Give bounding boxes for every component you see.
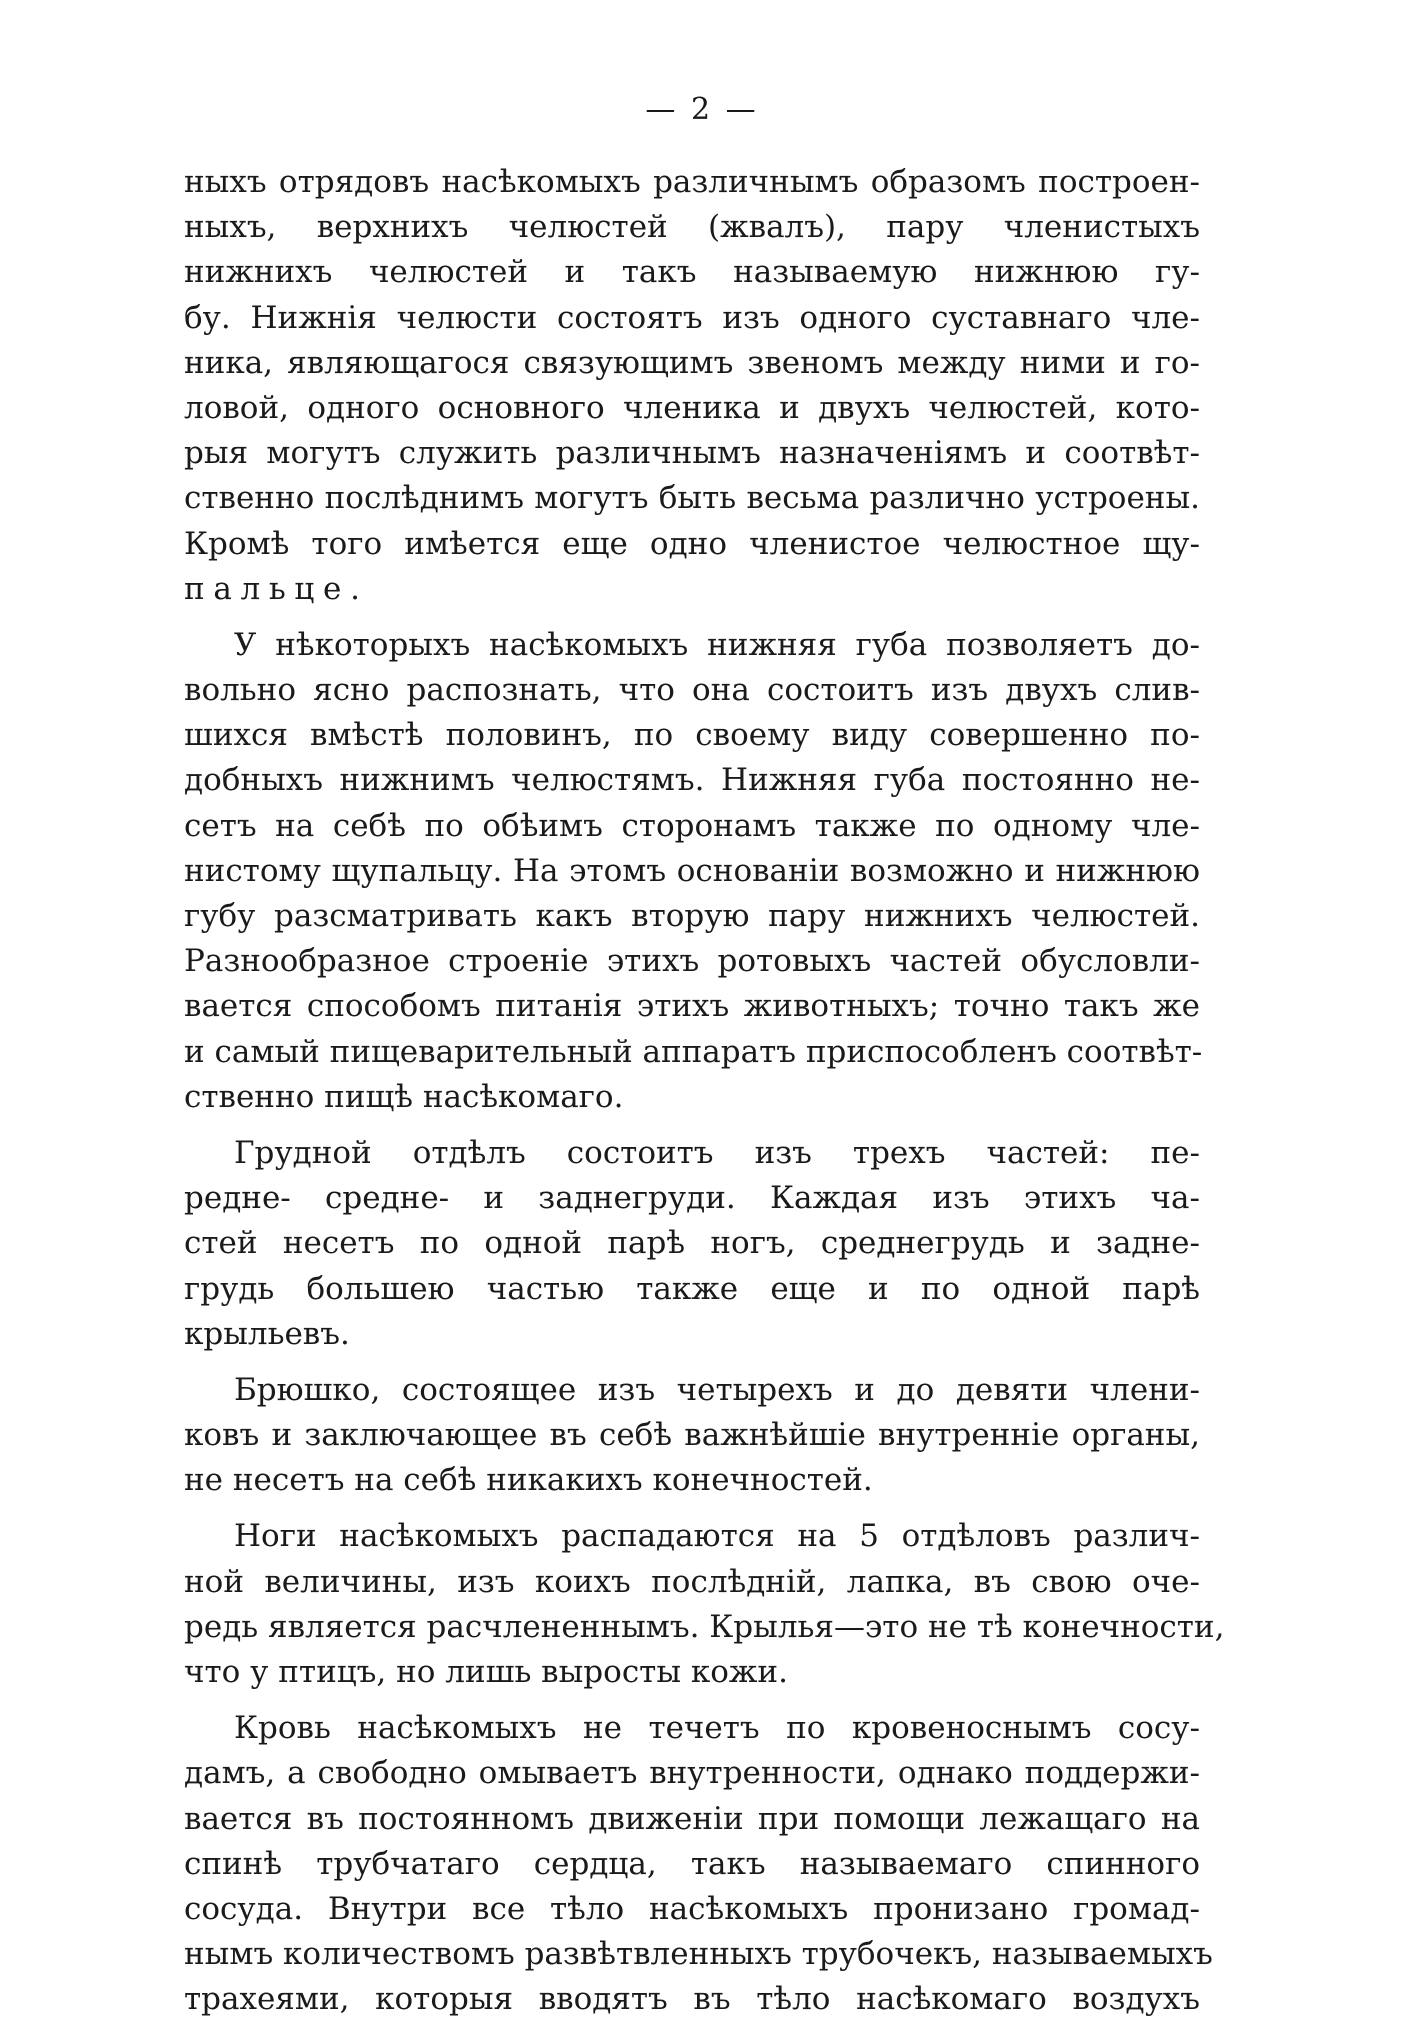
text-line: бу. Нижнія челюсти состоятъ изъ одного суставнаго чле-	[184, 299, 1200, 336]
paragraph-thorax	[184, 1131, 1200, 1357]
text-line: ственно пищѣ насѣкомаго.	[184, 1078, 624, 1115]
paragraph-blood	[184, 1706, 1213, 2022]
text-line: вается въ постоянномъ движеніи при помощи лежащаго на	[184, 1800, 1200, 1837]
text-line: дамъ, а свободно омываетъ внутренности, однако поддержи-	[184, 1755, 1200, 1792]
text-line: Разнообразное строеніе этихъ ротовыхъ частей обусловли-	[184, 943, 1200, 980]
paragraph-mouthparts	[184, 160, 1200, 612]
text-line: редне- средне- и заднегруди. Каждая изъ этихъ ча-	[184, 1180, 1200, 1217]
text-line: Кровь насѣкомыхъ не течетъ по кровеноснымъ сосу-	[234, 1710, 1200, 1747]
text-line: ковъ и заключающее въ себѣ важнѣйшіе внутренніе органы,	[184, 1417, 1200, 1454]
text-line: грудь большею частью также еще и по одной парѣ	[184, 1270, 1200, 1307]
text-line: нижнихъ челюстей и такъ называемую нижнюю гу-	[184, 254, 1200, 291]
text-line: Грудной отдѣлъ состоитъ изъ трехъ частей: пе-	[234, 1134, 1200, 1171]
text-line: ныхъ отрядовъ насѣкомыхъ различнымъ образомъ построен-	[184, 164, 1200, 200]
page-number: — 2 —	[645, 92, 759, 127]
text-line: Брюшко, состоящее изъ четырехъ и до девяти члени-	[234, 1371, 1200, 1408]
text-line: сосуда. Внутри все тѣло насѣкомыхъ пронизано громад-	[184, 1890, 1200, 1927]
text-line: губу разсматривать какъ вторую пару нижнихъ челюстей.	[184, 898, 1200, 934]
text-line: стей несетъ по одной парѣ ногъ, среднегрудь и задне-	[184, 1225, 1200, 1262]
text-line: пальце.	[184, 570, 369, 607]
text-line: нистому щупальцу. На этомъ основаніи возможно и нижнюю	[184, 852, 1200, 889]
text-line: ной величины, изъ коихъ послѣдній, лапка, въ свою оче-	[184, 1563, 1200, 1600]
text-line: редь является расчлененнымъ. Крылья—это не тѣ конечности,	[184, 1608, 1225, 1645]
text-line: шихся вмѣстѣ половинъ, по своему виду совершенно по-	[184, 717, 1200, 754]
paragraph-legs	[184, 1514, 1225, 1695]
body-text	[184, 160, 1225, 2023]
text-line: добныхъ нижнимъ челюстямъ. Нижняя губа постоянно не-	[184, 762, 1200, 799]
text-line: Кромѣ того имѣется еще одно членистое челюстное щу-	[184, 525, 1200, 562]
text-line: У нѣкоторыхъ насѣкомыхъ нижняя губа позволяетъ до-	[234, 626, 1200, 663]
text-line: ника, являющагося связующимъ звеномъ между ними и го-	[184, 344, 1200, 381]
text-line: вольно ясно распознать, что она состоитъ изъ двухъ слив-	[184, 672, 1200, 709]
text-line: спинѣ трубчатаго сердца, такъ называемаго спинного	[184, 1845, 1200, 1882]
text-line: не несетъ на себѣ никакихъ конечностей.	[184, 1462, 873, 1499]
paragraph-lower-lip	[184, 623, 1203, 1120]
text-line: ловой, одного основного членика и двухъ челюстей, кото-	[184, 389, 1200, 426]
text-line: нымъ количествомъ развѣтвленныхъ трубочекъ, называемыхъ	[184, 1936, 1213, 1973]
text-line: и самый пищеварительный аппаратъ приспособленъ соотвѣт-	[184, 1033, 1203, 1070]
text-line: ственно послѣднимъ могутъ быть весьма различно устроены.	[184, 480, 1200, 517]
text-line: сетъ на себѣ по обѣимъ сторонамъ также по одному чле-	[184, 807, 1200, 844]
text-line: что у птицъ, но лишь выросты кожи.	[184, 1654, 788, 1690]
text-line: вается способомъ питанія этихъ животныхъ; точно такъ же	[184, 988, 1200, 1025]
text-line: Ноги насѣкомыхъ распадаются на 5 отдѣловъ различ-	[234, 1518, 1200, 1555]
text-line: крыльевъ.	[184, 1315, 350, 1352]
text-line: трахеями, которыя вводятъ въ тѣло насѣкомаго воздухъ	[184, 1981, 1200, 2018]
text-line: ныхъ, верхнихъ челюстей (жвалъ), пару членистыхъ	[184, 209, 1200, 246]
text-line: рыя могутъ служить различнымъ назначеніямъ и соотвѣт-	[184, 435, 1200, 472]
paragraph-abdomen	[184, 1368, 1200, 1504]
